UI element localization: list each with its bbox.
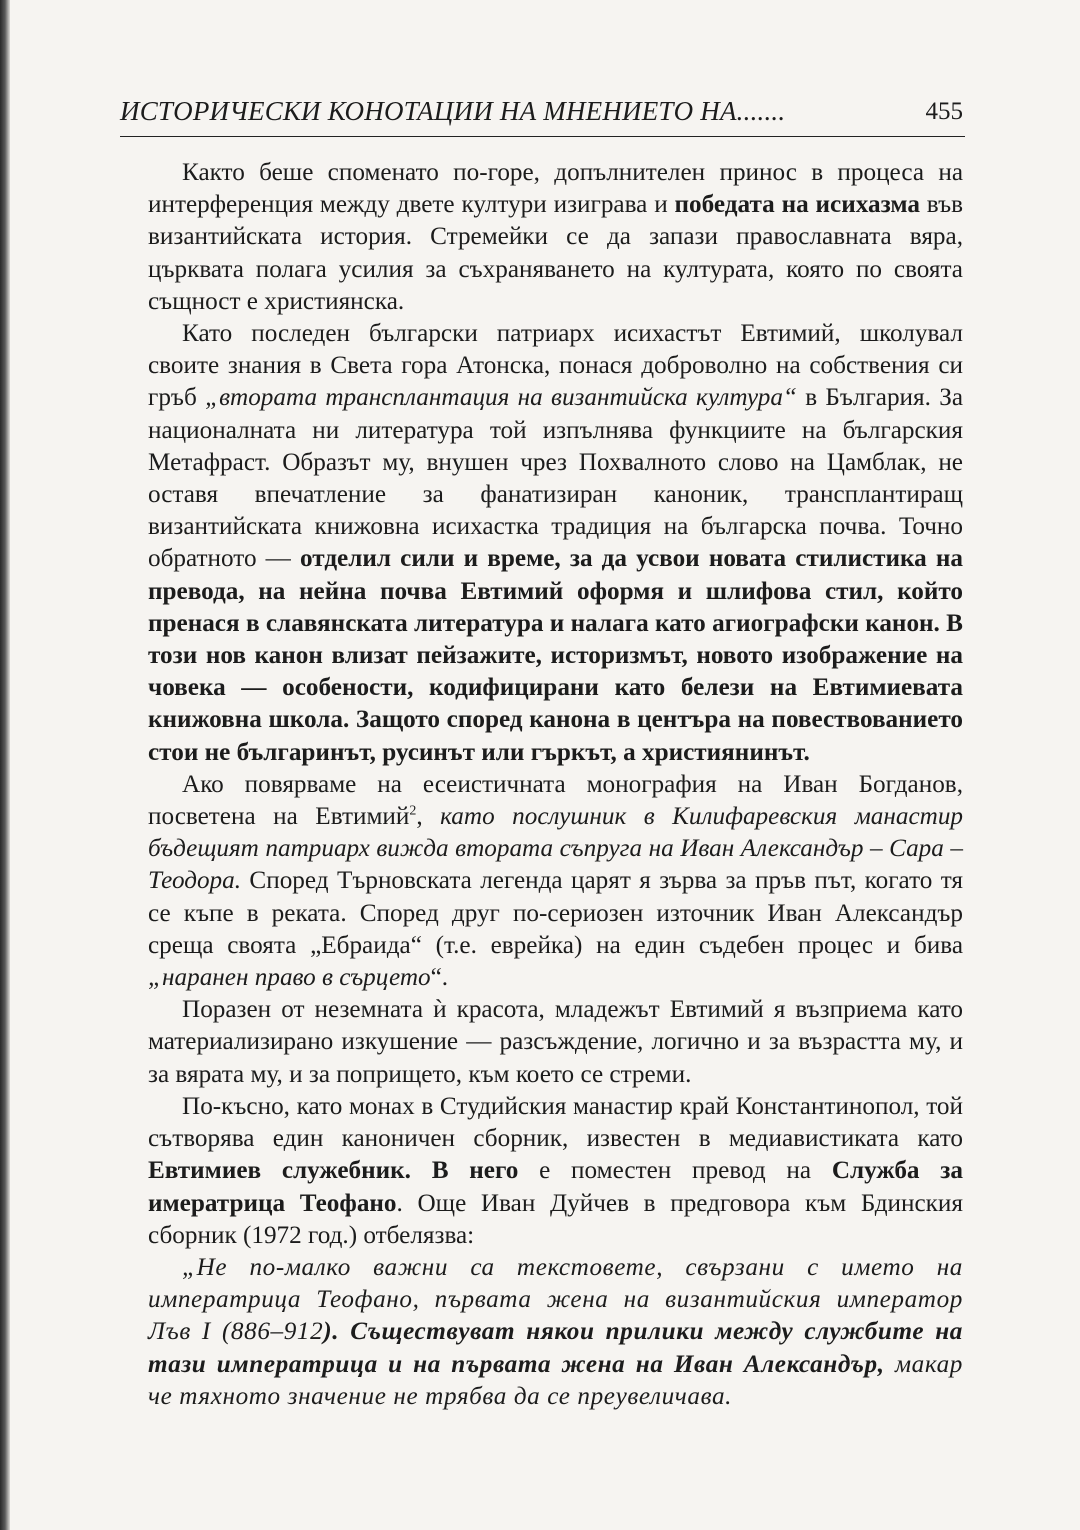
bold-phrase: Евтимиев служебник. В него bbox=[148, 1157, 519, 1185]
bold-passage: отделил сили и време, за да усвои новата стилистика на превода, на нейна почва Евтимий оформя и шлифова стил, който пренася в славянската литература и налага като агиографски канон. В този нов канон влизат пейзажите, историзмът, новото изображение на човека — особености, кодифицирани като белези на Евтимиевата книжовна школа. Защото според канона в центъра на повествованието стои не българинът, русинът или гъркът, а християнинът. bbox=[148, 545, 964, 766]
block-quote: „Не по-малко важни са текстовете, свързани с името на императрица Теофано, първата жена на византийския император Лъв I (886–912). Съществуват някои прилики между службите на тази императрица и на първата жена на Иван Александър, макар че тяхното значение не трябва да се преувеличава. bbox=[148, 1253, 963, 1410]
bold-italic-passage: ). Съществуват някои прилики между службите на тази императрица и на първата жена на Иван Александър, bbox=[148, 1318, 963, 1378]
italic-phrase: „втората трансплантация на византийска култура“ bbox=[205, 384, 797, 412]
paragraph-5: По-късно, като монах в Студийския манастир край Константинопол, той сътворява един каноничен сборник, известен в медиавистиката като Евтимиев служебник. В него е поместен превод на Служба за имератрица Теофано. Още Иван Дуйчев в предговора към Бдинския сборник (1972 год.) отбелязва: bbox=[148, 1092, 963, 1249]
paragraph-2: Като последен български патриарх исихастът Евтимий, школувал своите знания в Света гора Атонска, понася доброволно на собствения си гръб „втората трансплантация на византийска култура“ в България. За националната ни литература той изпълнява функциите на българския Метафраст. Образът му, внушен чрез Похвалното слово на Цамблак, не оставя впечатление за фанатизиран каноник, трансплантиращ византийската книжовна исихастка традиция на българска почва. Точно обратното — отделил сили и време, за да усвои новата стилистика на превода, на нейна почва Евтимий оформя и шлифова стил, който пренася в славянската литература и налага като агиографски канон. В този нов канон влизат пейзажите, историзмът, новото изображение на човека — особености, кодифицирани като белези на Евтимиевата книжовна школа. Защото според канона в центъра на повествованието стои не българинът, русинът или гъркът, а християнинът. bbox=[148, 320, 964, 766]
paragraph-1: Както беше споменато по-горе, допълнителен принос в процеса на интерференция между двете култури изиграва и победата на исихазма във византийската история. Стремейки се да запази православната вяра, църквата полага усилия за съхраняването на културата, която по своята същност е християнска. bbox=[148, 159, 963, 315]
bold-phrase: Служба за имератрица Теофано bbox=[148, 1157, 963, 1217]
bold-phrase: победата на исихазма bbox=[674, 191, 920, 219]
footnote-marker: 2 bbox=[409, 803, 417, 819]
italic-passage: като послушник в Килифаревския манастир бъдещият патриарх вижда втората съпруга на Иван Александър – Сара – Теодора. bbox=[148, 803, 964, 895]
page-number: 455 bbox=[925, 98, 963, 125]
italic-phrase: „наранен право в сърцето bbox=[148, 964, 431, 992]
paragraph-3: Ако повярваме на есеистичната монография на Иван Богданов, посветена на Евтимий$^2$, като послушник в Килифаревския манастир бъдещият патриарх вижда втората съпруга на Иван Александър – Сара – Теодора. Според Търновската легенда царят я зърва за пръв път, когато тя се къпе в реката. Според друг по-сериозен източник Иван Александър среща своята „Ебраида“ (т.е. еврейка) на един съдебен процес и бива „наранен право в сърцето“. bbox=[148, 770, 964, 992]
book-spine-shadow bbox=[0, 0, 10, 1530]
paragraph-4: Поразен от неземната ѝ красота, младежът Евтимий я възприема като материализирано изкушение — разсъждение, логично и за възрастта му, и за вярата му, и за попрището, към което се стреми. bbox=[148, 996, 963, 1088]
running-title: ИСТОРИЧЕСКИ КОНОТАЦИИ НА МНЕНИЕТО НА....... bbox=[120, 96, 786, 126]
running-header bbox=[120, 92, 965, 137]
page-body bbox=[148, 157, 963, 1413]
